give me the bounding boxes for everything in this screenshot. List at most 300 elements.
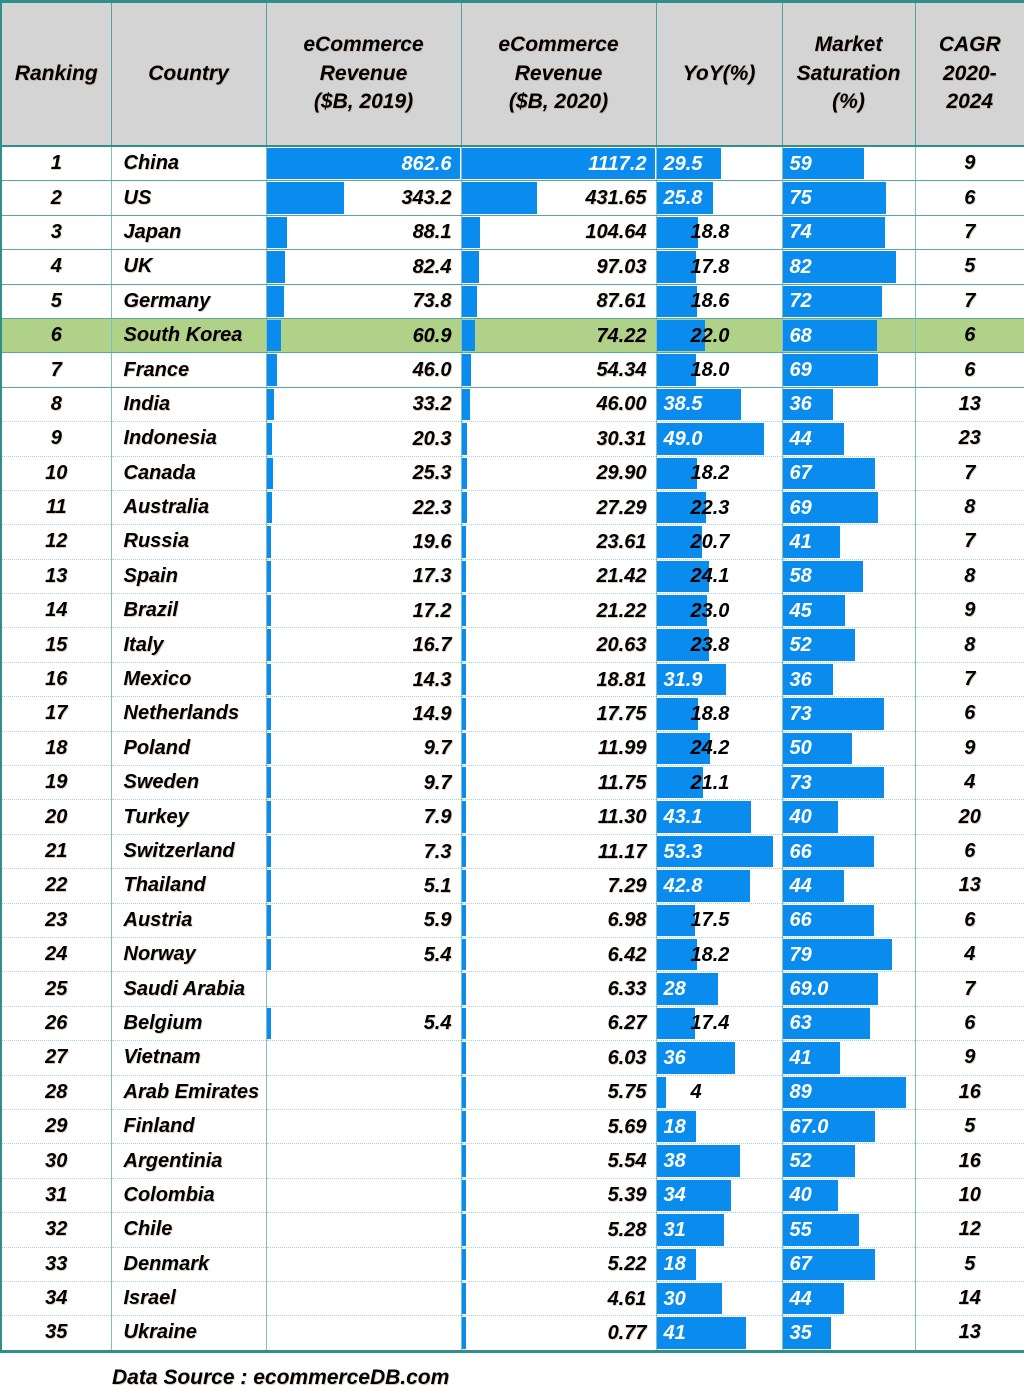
cell-revenue-2019 xyxy=(266,1213,461,1247)
cell-revenue-2020 xyxy=(461,146,656,181)
table-row[interactable] xyxy=(1,662,1024,696)
header-line: ($B, 2020) xyxy=(508,90,609,114)
cell-cagr: 5 xyxy=(915,250,1024,284)
table-row[interactable] xyxy=(1,146,1024,181)
cell-value: 52 xyxy=(789,634,812,657)
cell-ranking: 19 xyxy=(1,766,111,800)
cell-cagr: 4 xyxy=(915,766,1024,800)
cell-value: 38.5 xyxy=(663,393,703,416)
cell-value: 82 xyxy=(789,255,812,278)
cell-value: 29.90 xyxy=(596,462,647,485)
cell-value: 5.9 xyxy=(423,909,452,932)
cell-value: 21.22 xyxy=(596,599,647,622)
cell-ranking: 9 xyxy=(1,422,111,456)
cell-value: 6.42 xyxy=(607,943,647,966)
table-row[interactable] xyxy=(1,387,1024,421)
cell-ranking: 21 xyxy=(1,834,111,868)
cell-value: 18 xyxy=(663,1253,686,1276)
cell-cagr: 9 xyxy=(915,594,1024,628)
cell-value: 73 xyxy=(789,702,812,725)
header-line: ($B, 2019) xyxy=(313,90,414,114)
cell-value: 4.61 xyxy=(607,1287,647,1310)
cell-cagr: 7 xyxy=(915,525,1024,559)
cell-cagr: 7 xyxy=(915,972,1024,1006)
table-row[interactable] xyxy=(1,937,1024,971)
cell-market-saturation xyxy=(782,834,915,868)
cell-value: 17.5 xyxy=(690,909,730,932)
table-row[interactable] xyxy=(1,490,1024,524)
cell-value: 5.39 xyxy=(607,1184,647,1207)
cell-ranking: 24 xyxy=(1,937,111,971)
cell-value: 23.61 xyxy=(596,530,647,553)
table-row[interactable] xyxy=(1,1213,1024,1247)
cell-value: 43.1 xyxy=(663,806,703,829)
cell-market-saturation xyxy=(782,800,915,834)
cell-ranking: 17 xyxy=(1,697,111,731)
header-line: (%) xyxy=(832,90,865,114)
cell-country: Poland xyxy=(111,731,266,765)
header-line: Revenue xyxy=(319,61,408,85)
cell-value: 5.22 xyxy=(607,1253,647,1276)
table-body xyxy=(1,146,1024,1351)
cell-value: 5.54 xyxy=(607,1150,647,1173)
cell-cagr: 8 xyxy=(915,490,1024,524)
cell-revenue-2020 xyxy=(461,1075,656,1109)
header-line: Ranking xyxy=(14,61,98,85)
cell-yoy xyxy=(656,834,782,868)
cell-ranking: 20 xyxy=(1,800,111,834)
cell-revenue-2019 xyxy=(266,490,461,524)
cell-yoy xyxy=(656,181,782,215)
column-header-cagr[interactable] xyxy=(915,2,1024,147)
cell-value: 25.3 xyxy=(412,462,452,485)
cell-yoy xyxy=(656,628,782,662)
table-row[interactable] xyxy=(1,1075,1024,1109)
cell-country: Switzerland xyxy=(111,834,266,868)
header-line: eCommerce xyxy=(498,33,619,57)
cell-value: 50 xyxy=(789,737,812,760)
cell-market-saturation xyxy=(782,1281,915,1315)
cell-value: 5.4 xyxy=(423,1012,452,1035)
cell-market-saturation xyxy=(782,525,915,559)
cell-value: 14.3 xyxy=(412,668,452,691)
cell-yoy xyxy=(656,146,782,181)
cell-revenue-2019 xyxy=(266,903,461,937)
cell-revenue-2019 xyxy=(266,250,461,284)
cell-value: 38 xyxy=(663,1150,686,1173)
cell-revenue-2020 xyxy=(461,662,656,696)
cell-value: 28 xyxy=(663,978,686,1001)
cell-market-saturation xyxy=(782,628,915,662)
cell-value: 6.27 xyxy=(607,1012,647,1035)
cell-value: 23.0 xyxy=(690,599,730,622)
cell-value: 104.64 xyxy=(585,221,647,244)
cell-value: 44 xyxy=(789,427,812,450)
table-row[interactable] xyxy=(1,1316,1024,1351)
cell-market-saturation xyxy=(782,318,915,352)
cell-yoy xyxy=(656,456,782,490)
cell-value: 36 xyxy=(789,668,812,691)
column-header-yoy[interactable] xyxy=(656,2,782,147)
cell-cagr: 6 xyxy=(915,697,1024,731)
cell-ranking: 4 xyxy=(1,250,111,284)
table-row[interactable] xyxy=(1,1281,1024,1315)
cell-value: 18.2 xyxy=(690,943,730,966)
cell-country: Canada xyxy=(111,456,266,490)
cell-value: 79 xyxy=(789,943,812,966)
table-row[interactable] xyxy=(1,525,1024,559)
cell-market-saturation xyxy=(782,903,915,937)
column-header-country[interactable] xyxy=(111,2,266,147)
cell-value: 68 xyxy=(789,324,812,347)
cell-value: 41 xyxy=(789,530,812,553)
cell-value: 52 xyxy=(789,1150,812,1173)
cell-cagr: 13 xyxy=(915,387,1024,421)
cell-market-saturation xyxy=(782,422,915,456)
data-source-note: Data Source : ecommerceDB.com xyxy=(112,1365,450,1389)
cell-revenue-2020 xyxy=(461,1144,656,1178)
cell-ranking: 8 xyxy=(1,387,111,421)
cell-ranking: 23 xyxy=(1,903,111,937)
cell-yoy xyxy=(656,1041,782,1075)
cell-cagr: 7 xyxy=(915,456,1024,490)
header-line: 2020- xyxy=(942,61,997,85)
cell-value: 44 xyxy=(789,1287,812,1310)
cell-market-saturation xyxy=(782,250,915,284)
cell-value: 18.2 xyxy=(690,462,730,485)
cell-ranking: 10 xyxy=(1,456,111,490)
header-line: Revenue xyxy=(514,61,603,85)
cell-yoy xyxy=(656,594,782,628)
cell-revenue-2020 xyxy=(461,181,656,215)
cell-ranking: 25 xyxy=(1,972,111,1006)
cell-value: 63 xyxy=(789,1012,812,1035)
cell-yoy xyxy=(656,1006,782,1040)
table-row[interactable] xyxy=(1,215,1024,249)
cell-market-saturation xyxy=(782,766,915,800)
cell-revenue-2019 xyxy=(266,766,461,800)
cell-country: China xyxy=(111,146,266,181)
cell-yoy xyxy=(656,559,782,593)
cell-revenue-2019 xyxy=(266,628,461,662)
cell-country: India xyxy=(111,387,266,421)
header-line: YoY(%) xyxy=(682,61,756,85)
cell-value: 18 xyxy=(663,1115,686,1138)
cell-value: 7.29 xyxy=(607,874,647,897)
cell-revenue-2020 xyxy=(461,1178,656,1212)
cell-country: Argentinia xyxy=(111,1144,266,1178)
cell-yoy xyxy=(656,1316,782,1351)
cell-yoy xyxy=(656,318,782,352)
cell-yoy xyxy=(656,766,782,800)
cell-revenue-2019 xyxy=(266,146,461,181)
cell-value: 67.0 xyxy=(789,1115,829,1138)
cell-ranking: 16 xyxy=(1,662,111,696)
cell-revenue-2020 xyxy=(461,697,656,731)
cell-country: Italy xyxy=(111,628,266,662)
table-row[interactable] xyxy=(1,731,1024,765)
cell-ranking: 1 xyxy=(1,146,111,181)
cell-cagr: 8 xyxy=(915,628,1024,662)
cell-cagr: 14 xyxy=(915,1281,1024,1315)
cell-revenue-2019 xyxy=(266,181,461,215)
cell-value: 5.4 xyxy=(423,943,452,966)
table-row[interactable] xyxy=(1,869,1024,903)
cell-value: 24.2 xyxy=(690,737,730,760)
cell-revenue-2019 xyxy=(266,1247,461,1281)
cell-value: 5.1 xyxy=(423,874,452,897)
cell-value: 40 xyxy=(789,806,812,829)
table-row[interactable] xyxy=(1,284,1024,318)
cell-value: 45 xyxy=(789,599,812,622)
cell-value: 7.3 xyxy=(423,840,452,863)
cell-value: 5.75 xyxy=(607,1081,647,1104)
table-row[interactable] xyxy=(1,1006,1024,1040)
cell-cagr: 5 xyxy=(915,1247,1024,1281)
cell-value: 35 xyxy=(789,1321,812,1344)
cell-revenue-2020 xyxy=(461,490,656,524)
table-row[interactable] xyxy=(1,1247,1024,1281)
cell-yoy xyxy=(656,697,782,731)
cell-market-saturation xyxy=(782,215,915,249)
cell-value: 74.22 xyxy=(596,324,647,347)
cell-revenue-2020 xyxy=(461,972,656,1006)
cell-market-saturation xyxy=(782,594,915,628)
table-row[interactable] xyxy=(1,456,1024,490)
cell-country: Arab Emirates xyxy=(111,1075,266,1109)
cell-yoy xyxy=(656,250,782,284)
cell-yoy xyxy=(656,800,782,834)
cell-value: 23.8 xyxy=(690,634,730,657)
cell-value: 17.3 xyxy=(412,565,452,588)
cell-value: 20.3 xyxy=(412,427,452,450)
cell-ranking: 11 xyxy=(1,490,111,524)
cell-value: 27.29 xyxy=(596,496,647,519)
cell-country: UK xyxy=(111,250,266,284)
cell-yoy xyxy=(656,869,782,903)
header-line: Market xyxy=(814,33,883,57)
cell-country: Netherlands xyxy=(111,697,266,731)
cell-country: Colombia xyxy=(111,1178,266,1212)
cell-revenue-2019 xyxy=(266,215,461,249)
cell-value: 4 xyxy=(690,1081,702,1104)
cell-market-saturation xyxy=(782,387,915,421)
cell-value: 18.81 xyxy=(596,668,647,691)
cell-value: 87.61 xyxy=(596,290,647,313)
cell-country: Sweden xyxy=(111,766,266,800)
cell-country: South Korea xyxy=(111,318,266,352)
column-header-revenue-2019[interactable] xyxy=(266,2,461,147)
cell-revenue-2019 xyxy=(266,937,461,971)
cell-country: Mexico xyxy=(111,662,266,696)
table-row[interactable] xyxy=(1,181,1024,215)
cell-country: Australia xyxy=(111,490,266,524)
cell-revenue-2019 xyxy=(266,387,461,421)
cell-yoy xyxy=(656,1144,782,1178)
cell-country: Brazil xyxy=(111,594,266,628)
cell-revenue-2019 xyxy=(266,1006,461,1040)
cell-cagr: 16 xyxy=(915,1075,1024,1109)
table-row[interactable] xyxy=(1,628,1024,662)
cell-value: 19.6 xyxy=(412,530,452,553)
cell-revenue-2019 xyxy=(266,318,461,352)
column-header-market-saturation[interactable] xyxy=(782,2,915,147)
table-row[interactable] xyxy=(1,1178,1024,1212)
cell-revenue-2019 xyxy=(266,525,461,559)
cell-value: 41 xyxy=(663,1321,686,1344)
cell-value: 30.31 xyxy=(596,427,647,450)
table-row[interactable] xyxy=(1,1041,1024,1075)
cell-value: 16.7 xyxy=(412,634,452,657)
table-row[interactable] xyxy=(1,559,1024,593)
cell-revenue-2020 xyxy=(461,594,656,628)
cell-value: 29.5 xyxy=(663,152,703,175)
cell-revenue-2019 xyxy=(266,731,461,765)
column-header-revenue-2020[interactable] xyxy=(461,2,656,147)
cell-value: 31.9 xyxy=(663,668,703,691)
cell-country: Germany xyxy=(111,284,266,318)
cell-value: 18.8 xyxy=(690,221,730,244)
cell-revenue-2019 xyxy=(266,1281,461,1315)
cell-cagr: 4 xyxy=(915,937,1024,971)
cell-country: Thailand xyxy=(111,869,266,903)
cell-revenue-2019 xyxy=(266,353,461,387)
cell-revenue-2019 xyxy=(266,594,461,628)
cell-yoy xyxy=(656,422,782,456)
cell-country: Ukraine xyxy=(111,1316,266,1351)
table-row[interactable] xyxy=(1,800,1024,834)
table-row[interactable] xyxy=(1,318,1024,352)
cell-revenue-2020 xyxy=(461,559,656,593)
cell-yoy xyxy=(656,215,782,249)
cell-value: 6.33 xyxy=(607,978,647,1001)
cell-revenue-2020 xyxy=(461,1247,656,1281)
cell-value: 17.8 xyxy=(690,255,730,278)
cell-revenue-2020 xyxy=(461,456,656,490)
cell-cagr: 6 xyxy=(915,353,1024,387)
cell-market-saturation xyxy=(782,1109,915,1143)
cell-value: 14.9 xyxy=(412,702,452,725)
cell-value: 17.4 xyxy=(690,1012,730,1035)
table-row[interactable] xyxy=(1,1144,1024,1178)
cell-revenue-2019 xyxy=(266,1109,461,1143)
cell-revenue-2020 xyxy=(461,1213,656,1247)
cell-value: 5.28 xyxy=(607,1218,647,1241)
cell-value: 41 xyxy=(789,1046,812,1069)
cell-revenue-2020 xyxy=(461,628,656,662)
cell-value: 20.7 xyxy=(690,530,730,553)
cell-value: 0.77 xyxy=(607,1321,647,1344)
cell-value: 11.17 xyxy=(597,840,647,863)
cell-country: US xyxy=(111,181,266,215)
table-row[interactable] xyxy=(1,972,1024,1006)
cell-value: 67 xyxy=(789,1253,812,1276)
cell-revenue-2019 xyxy=(266,800,461,834)
cell-value: 54.34 xyxy=(596,359,647,382)
table-row[interactable] xyxy=(1,1109,1024,1143)
table-row[interactable] xyxy=(1,422,1024,456)
table-row[interactable] xyxy=(1,834,1024,868)
cell-cagr: 12 xyxy=(915,1213,1024,1247)
cell-cagr: 7 xyxy=(915,662,1024,696)
cell-value: 97.03 xyxy=(596,255,647,278)
cell-cagr: 20 xyxy=(915,800,1024,834)
cell-revenue-2020 xyxy=(461,800,656,834)
table-row[interactable] xyxy=(1,697,1024,731)
table-row[interactable] xyxy=(1,353,1024,387)
cell-yoy xyxy=(656,972,782,1006)
cell-country: Spain xyxy=(111,559,266,593)
cell-value: 17.75 xyxy=(596,702,647,725)
cell-revenue-2019 xyxy=(266,1144,461,1178)
header-line: 2024 xyxy=(946,90,994,114)
cell-value: 66 xyxy=(789,909,812,932)
cell-revenue-2020 xyxy=(461,318,656,352)
cell-revenue-2020 xyxy=(461,250,656,284)
cell-revenue-2019 xyxy=(266,834,461,868)
cell-revenue-2020 xyxy=(461,387,656,421)
cell-yoy xyxy=(656,490,782,524)
cell-value: 11.30 xyxy=(597,806,647,829)
cell-market-saturation xyxy=(782,146,915,181)
cell-ranking: 30 xyxy=(1,1144,111,1178)
table-row[interactable] xyxy=(1,903,1024,937)
cell-market-saturation xyxy=(782,490,915,524)
cell-value: 6.03 xyxy=(607,1046,647,1069)
cell-value: 20.63 xyxy=(596,634,647,657)
cell-value: 58 xyxy=(789,565,812,588)
table-row[interactable] xyxy=(1,594,1024,628)
cell-value: 69 xyxy=(789,496,812,519)
cell-cagr: 9 xyxy=(915,731,1024,765)
cell-value: 9.7 xyxy=(423,737,452,760)
table-row[interactable] xyxy=(1,766,1024,800)
cell-value: 22.3 xyxy=(412,496,452,519)
cell-yoy xyxy=(656,662,782,696)
cell-value: 6.98 xyxy=(607,909,647,932)
cell-revenue-2020 xyxy=(461,731,656,765)
cell-value: 9.7 xyxy=(423,771,452,794)
cell-yoy xyxy=(656,525,782,559)
cell-value: 21.42 xyxy=(596,565,647,588)
cell-value: 7.9 xyxy=(423,806,452,829)
cell-value: 22.3 xyxy=(690,496,730,519)
cell-value: 22.0 xyxy=(690,324,730,347)
cell-value: 89 xyxy=(789,1081,812,1104)
cell-country: Chile xyxy=(111,1213,266,1247)
column-header-ranking[interactable] xyxy=(1,2,111,147)
cell-revenue-2019 xyxy=(266,456,461,490)
cell-cagr: 6 xyxy=(915,834,1024,868)
cell-value: 55 xyxy=(789,1218,812,1241)
cell-ranking: 7 xyxy=(1,353,111,387)
cell-value: 46.00 xyxy=(596,393,647,416)
cell-market-saturation xyxy=(782,1247,915,1281)
cell-country: Vietnam xyxy=(111,1041,266,1075)
cell-value: 1117.2 xyxy=(588,152,647,175)
cell-revenue-2019 xyxy=(266,1316,461,1351)
cell-ranking: 22 xyxy=(1,869,111,903)
cell-value: 18.0 xyxy=(690,359,730,382)
table-header xyxy=(1,2,1024,147)
cell-yoy xyxy=(656,353,782,387)
cell-value: 18.8 xyxy=(690,702,730,725)
table-row[interactable] xyxy=(1,250,1024,284)
cell-market-saturation xyxy=(782,937,915,971)
cell-yoy xyxy=(656,1109,782,1143)
cell-ranking: 26 xyxy=(1,1006,111,1040)
cell-revenue-2020 xyxy=(461,1109,656,1143)
